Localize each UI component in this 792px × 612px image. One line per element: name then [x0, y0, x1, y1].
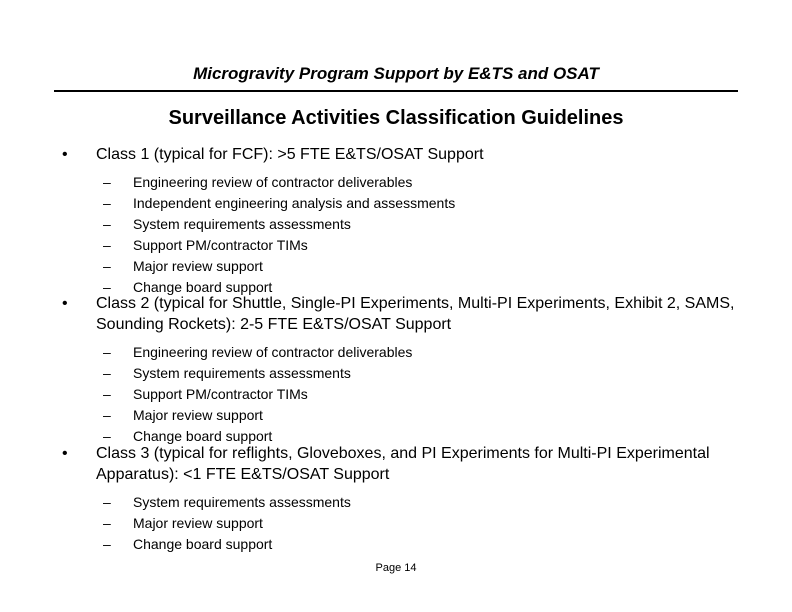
dash-marker: –	[103, 216, 111, 232]
dash-marker: –	[103, 237, 111, 253]
dash-marker: –	[103, 258, 111, 274]
class-2-heading: Class 2 (typical for Shuttle, Single-PI Experiments, Multi-PI Experiments, Exhibit 2, SAMS, Sounding Rockets): 2-5 FTE E&TS/OSAT Support	[96, 295, 735, 333]
dash-marker: –	[103, 536, 111, 552]
class-1-heading: Class 1 (typical for FCF): >5 FTE E&TS/OSAT Support	[96, 146, 484, 163]
header-divider	[54, 90, 738, 92]
class-3-item: System requirements assessments	[133, 494, 351, 510]
class-1-item: Engineering review of contractor deliverables	[133, 174, 413, 190]
dash-marker: –	[103, 279, 111, 295]
class-3-item: Change board support	[133, 536, 273, 552]
class-1-item: Support PM/contractor TIMs	[133, 237, 308, 253]
slide-title: Surveillance Activities Classification Guidelines	[168, 107, 624, 129]
bullet-marker: •	[62, 295, 68, 312]
bullet-marker: •	[62, 445, 68, 462]
bullet-marker: •	[62, 146, 68, 163]
class-1-item: Major review support	[133, 258, 263, 274]
dash-marker: –	[103, 344, 111, 360]
class-2-item: Support PM/contractor TIMs	[133, 386, 308, 402]
dash-marker: –	[103, 407, 111, 423]
class-1-item: Change board support	[133, 279, 273, 295]
page-number: Page 14	[375, 562, 417, 574]
class-2-item: Change board support	[133, 428, 273, 444]
dash-marker: –	[103, 494, 111, 510]
class-2-item: Major review support	[133, 407, 263, 423]
dash-marker: –	[103, 365, 111, 381]
dash-marker: –	[103, 428, 111, 444]
class-2-item: Engineering review of contractor deliverables	[133, 344, 413, 360]
class-1-item: System requirements assessments	[133, 216, 351, 232]
class-2-item: System requirements assessments	[133, 365, 351, 381]
dash-marker: –	[103, 174, 111, 190]
class-1-item: Independent engineering analysis and assessments	[133, 195, 456, 211]
dash-marker: –	[103, 386, 111, 402]
dash-marker: –	[103, 515, 111, 531]
class-3-heading: Class 3 (typical for reflights, Gloveboxes, and PI Experiments for Multi-PI Experimental Apparatus): <1 FTE E&TS/OSAT Support	[96, 445, 710, 483]
header-title: Microgravity Program Support by E&TS and OSAT	[193, 64, 599, 83]
dash-marker: –	[103, 195, 111, 211]
class-3-item: Major review support	[133, 515, 263, 531]
